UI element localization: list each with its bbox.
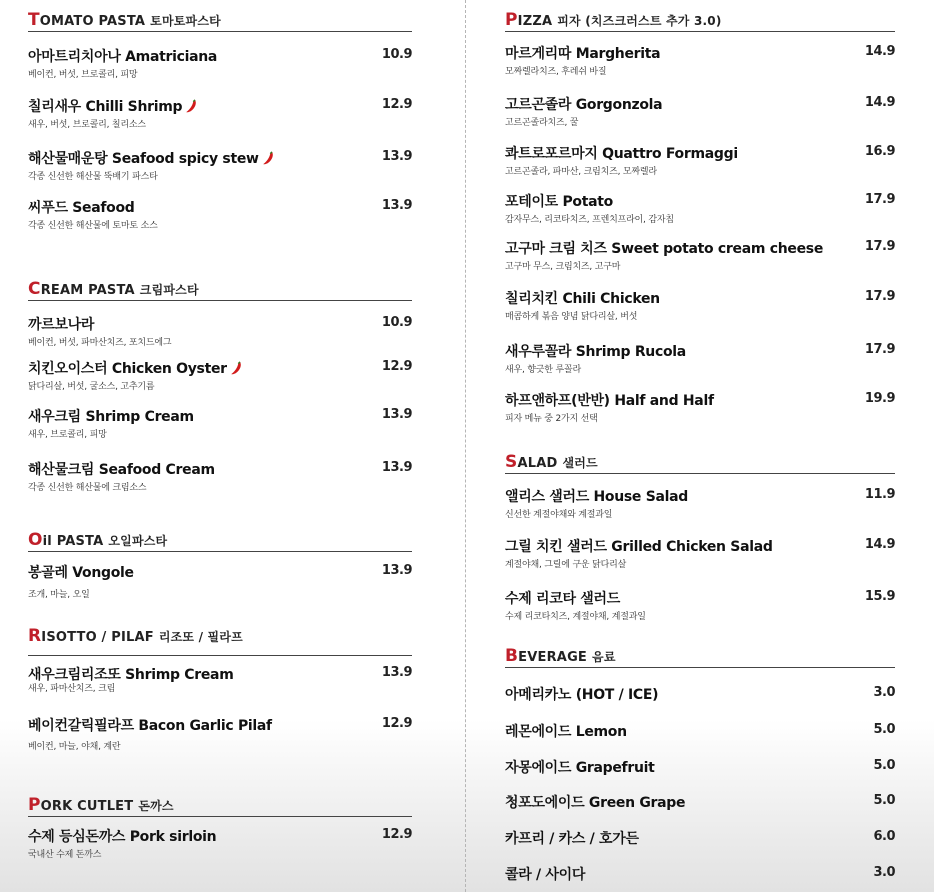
item-name: 카프리 / 카스 / 호가든 — [505, 831, 639, 847]
item-price: 5.0 — [873, 722, 895, 737]
item-name: 자몽에이드 Grapefruit — [505, 760, 655, 776]
menu-item[interactable] — [505, 757, 895, 777]
menu-item[interactable] — [505, 191, 895, 225]
item-desc: 계절야채, 그릴에 구운 닭다리살 — [505, 560, 627, 570]
item-price: 3.0 — [873, 865, 895, 880]
item-desc: 베이컨, 버섯, 브로콜리, 피망 — [28, 70, 138, 80]
item-name: 새우크림 Shrimp Cream — [28, 409, 194, 425]
menu-item[interactable] — [28, 406, 412, 440]
item-price: 11.9 — [864, 487, 895, 502]
section-header — [505, 646, 895, 668]
item-name: 콰트로포르마지 Quattro Formaggi — [505, 146, 738, 162]
menu-item[interactable] — [28, 562, 412, 600]
item-desc: 베이컨, 버섯, 파마산치즈, 포치드에그 — [28, 338, 172, 348]
item-price: 13.9 — [381, 563, 412, 578]
item-name: 청포도에이드 Green Grape — [505, 795, 686, 811]
item-name: 포테이토 Potato — [505, 194, 613, 210]
item-desc: 감자무스, 리코타치즈, 프렌치프라이, 감자칩 — [505, 215, 674, 225]
item-desc: 고구마 무스, 크림치즈, 고구마 — [505, 262, 621, 272]
item-desc: 고르곤졸라치즈, 꿀 — [505, 118, 579, 128]
item-name: 치킨오이스터 Chicken Oyster — [28, 358, 412, 378]
item-price: 10.9 — [381, 47, 412, 62]
item-price: 5.0 — [873, 758, 895, 773]
item-name: 레몬에이드 Lemon — [505, 724, 627, 740]
item-desc: 새우, 버섯, 브로콜리, 칠리소스 — [28, 120, 146, 130]
section-header — [505, 452, 895, 474]
item-desc: 각종 신선한 해산물에 토마토 소스 — [28, 221, 158, 231]
item-price: 17.9 — [864, 289, 895, 304]
menu-item[interactable] — [505, 721, 895, 741]
section-header — [28, 10, 412, 32]
item-name: 칠리치킨 Chili Chicken — [505, 291, 660, 307]
section-title: SALAD 샐러드 — [505, 452, 598, 472]
item-name: 칠리새우 Chilli Shrimp — [28, 96, 412, 116]
item-price: 17.9 — [864, 239, 895, 254]
menu-item[interactable] — [28, 826, 412, 860]
item-desc: 각종 신선한 해산물 뚝배기 파스타 — [28, 172, 158, 182]
item-price: 13.9 — [381, 149, 412, 164]
item-name: 수제 리코타 샐러드 — [505, 591, 620, 607]
item-desc: 조개, 마늘, 오일 — [28, 590, 90, 600]
item-name: 봉골레 Vongole — [28, 565, 134, 581]
item-price: 5.0 — [873, 793, 895, 808]
section-header — [505, 10, 895, 32]
menu-item[interactable] — [28, 664, 412, 694]
item-name: 베이컨갈릭필라프 Bacon Garlic Pilaf — [28, 718, 272, 734]
column-divider — [465, 0, 466, 892]
menu-item[interactable] — [28, 148, 412, 182]
item-desc: 닭다리살, 버섯, 굴소스, 고추기름 — [28, 382, 155, 392]
item-name: 씨푸드 Seafood — [28, 200, 135, 216]
chili-pepper-icon — [262, 151, 275, 165]
section-title: CREAM PASTA 크림파스타 — [28, 279, 199, 299]
item-price: 12.9 — [381, 359, 412, 374]
item-price: 13.9 — [381, 460, 412, 475]
item-name: 그릴 치킨 샐러드 Grilled Chicken Salad — [505, 539, 773, 555]
item-name: 새우크림리조또 Shrimp Cream — [28, 667, 234, 683]
menu-item[interactable] — [505, 288, 895, 322]
item-desc: 신선한 계절야채와 계절과일 — [505, 510, 613, 520]
item-price: 12.9 — [381, 827, 412, 842]
item-desc: 각종 신선한 해산물에 크림소스 — [28, 483, 147, 493]
item-name: 고르곤졸라 Gorgonzola — [505, 97, 663, 113]
menu-item[interactable] — [505, 588, 895, 622]
item-price: 14.9 — [864, 44, 895, 59]
menu-item[interactable] — [28, 197, 412, 231]
item-price: 17.9 — [864, 192, 895, 207]
item-desc: 고르곤졸라, 파마산, 크림치즈, 모짜렐라 — [505, 167, 657, 177]
item-name: 콜라 / 사이다 — [505, 867, 586, 883]
item-name: 아마트리치아나 Amatriciana — [28, 49, 218, 65]
menu-item[interactable] — [28, 314, 412, 348]
section-header — [28, 795, 412, 817]
item-price: 12.9 — [381, 716, 412, 731]
menu-item[interactable] — [505, 43, 895, 77]
item-desc: 새우, 브로콜리, 피망 — [28, 430, 107, 440]
menu-item[interactable] — [505, 486, 895, 520]
section-title: PORK CUTLET 돈까스 — [28, 795, 174, 815]
menu-item[interactable] — [505, 341, 895, 375]
item-price: 12.9 — [381, 97, 412, 112]
menu-item[interactable] — [505, 143, 895, 177]
item-desc: 매콤하게 볶음 양념 닭다리살, 버섯 — [505, 312, 638, 322]
section-title: RISOTTO / PILAF 리조또 / 필라프 — [28, 626, 243, 646]
item-price: 16.9 — [864, 144, 895, 159]
item-price: 13.9 — [381, 665, 412, 680]
item-desc: 새우, 파마산치즈, 크림 — [28, 684, 116, 694]
item-name: 앨리스 샐러드 House Salad — [505, 489, 688, 505]
item-desc: 새우, 향긋한 루꼴라 — [505, 365, 581, 375]
section-header — [28, 279, 412, 301]
menu-item[interactable] — [505, 238, 895, 272]
item-name: 수제 등심돈까스 Pork sirloin — [28, 829, 217, 845]
item-price: 13.9 — [381, 198, 412, 213]
item-name: 해산물크림 Seafood Cream — [28, 462, 215, 478]
item-desc: 베이컨, 마늘, 야채, 계란 — [28, 742, 121, 752]
section-header — [28, 530, 412, 552]
item-desc: 모짜렐라치즈, 후레쉬 바질 — [505, 67, 607, 77]
menu-item[interactable] — [505, 792, 895, 812]
item-price: 10.9 — [381, 315, 412, 330]
item-price: 14.9 — [864, 537, 895, 552]
item-price: 17.9 — [864, 342, 895, 357]
item-price: 6.0 — [873, 829, 895, 844]
item-name: 까르보나라 — [28, 317, 95, 333]
section-title: TOMATO PASTA 토마토파스타 — [28, 10, 221, 30]
menu-item[interactable] — [28, 96, 412, 130]
chili-pepper-icon — [230, 361, 243, 375]
section-title: BEVERAGE 음료 — [505, 646, 616, 666]
item-desc: 국내산 수제 돈까스 — [28, 850, 102, 860]
item-name: 마르게리따 Margherita — [505, 46, 661, 62]
menu-item[interactable] — [505, 94, 895, 128]
menu-item[interactable] — [28, 358, 412, 392]
item-name: 아메리카노 (HOT / ICE) — [505, 687, 659, 703]
item-price: 3.0 — [873, 685, 895, 700]
menu-item[interactable] — [28, 46, 412, 80]
item-name: 새우루꼴라 Shrimp Rucola — [505, 344, 686, 360]
menu-item[interactable] — [505, 390, 895, 424]
menu-item[interactable] — [505, 684, 895, 704]
item-price: 14.9 — [864, 95, 895, 110]
menu-item[interactable] — [505, 536, 895, 570]
chili-pepper-icon — [185, 99, 198, 113]
section-title: Oil PASTA 오일파스타 — [28, 530, 168, 550]
section-header — [28, 626, 412, 647]
item-desc: 피자 메뉴 중 2가지 선택 — [505, 414, 598, 424]
item-price: 15.9 — [864, 589, 895, 604]
item-price: 13.9 — [381, 407, 412, 422]
item-name: 하프앤하프(반반) Half and Half — [505, 393, 714, 409]
item-desc: 수제 리코타치즈, 계절야채, 계절과일 — [505, 612, 646, 622]
menu-item[interactable] — [28, 459, 412, 493]
menu-item[interactable] — [505, 828, 895, 848]
item-name: 고구마 크림 치즈 Sweet potato cream cheese — [505, 241, 824, 257]
menu-item[interactable] — [505, 864, 895, 884]
item-name: 해산물매운탕 Seafood spicy stew — [28, 148, 412, 168]
section-title: PIZZA 피자 (치즈크러스트 추가 3.0) — [505, 10, 722, 30]
menu-item[interactable] — [28, 715, 412, 752]
item-price: 19.9 — [864, 391, 895, 406]
section-rule — [28, 655, 412, 656]
